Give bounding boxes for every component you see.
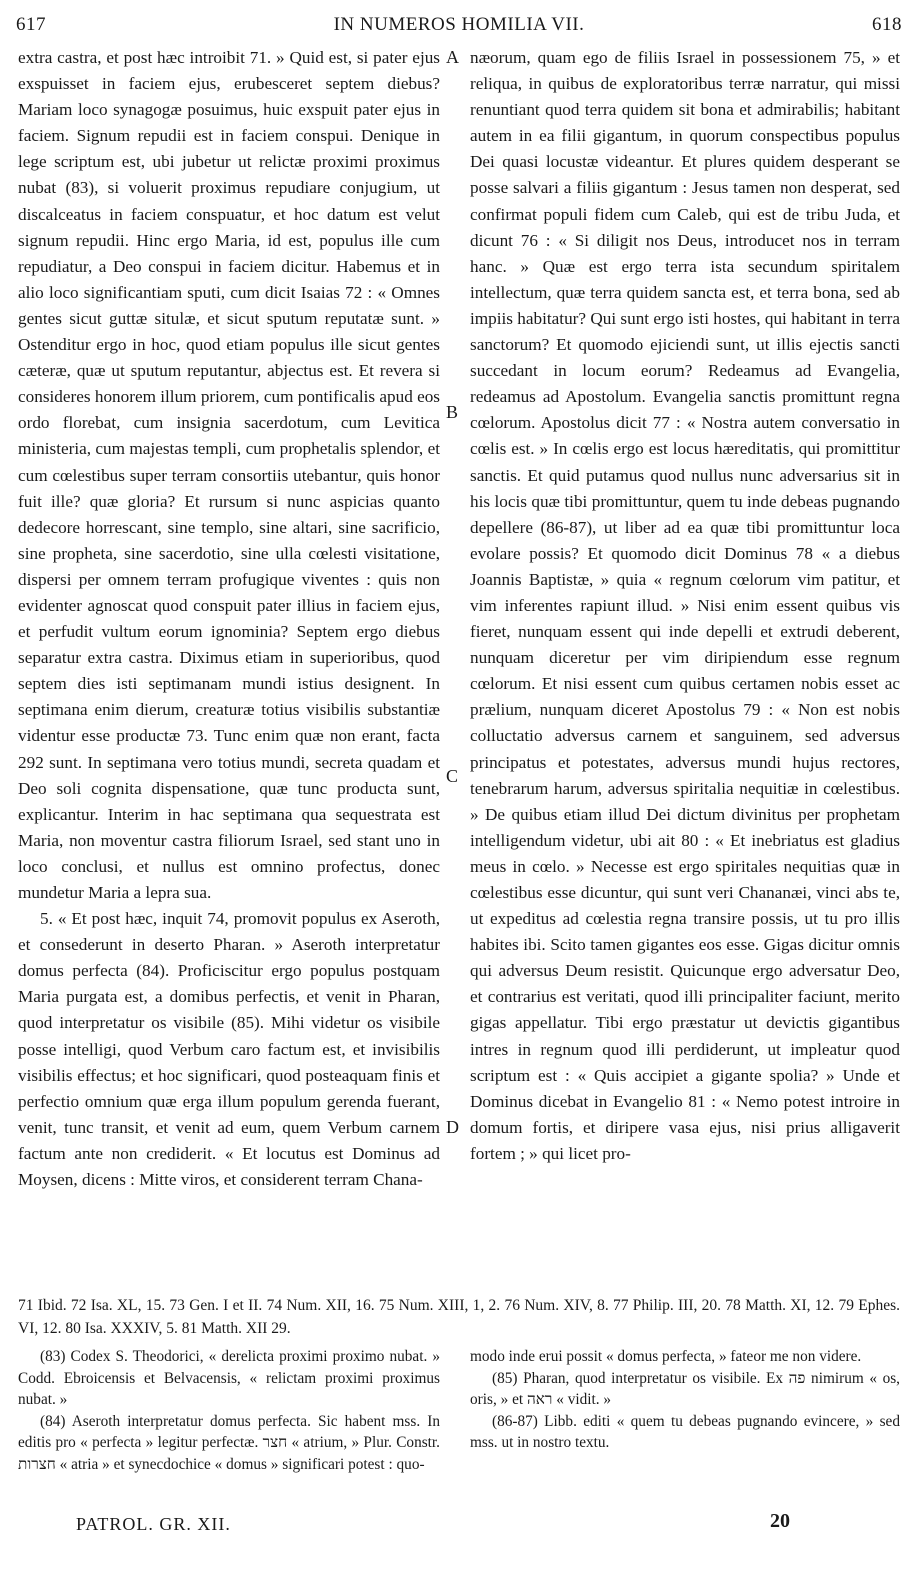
note-83: (83) Codex S. Theodorici, « derelicta proximi proximo nubat. » Codd. Ebroicensis et Belvacensis, « relictam proximi proximus nubat. » <box>18 1348 440 1408</box>
note-85: (85) Pharan, quod interpretatur os visibile. Ex פה nimirum « os, oris, » et ראה « vidit. » <box>470 1369 901 1408</box>
notes-right-column <box>470 1346 900 1454</box>
left-paragraph-2: 5. « Et post hæc, inquit 74, promovit populus ex Aseroth, et consederunt in deserto Pharan. » Aseroth interpretatur domus perfecta (84). Proficiscitur ergo populus postquam Maria purgata est, a domibus perfectis, et venit in Pharan, quod interpretatur os visibile (85). Mihi videtur os visibile posse intelligi, quod Verbum caro factum est, et invisibilis visibilis effectus; et hoc significari, quod posteaquam finis et perfectio omnium quæ erga illum populum gerenda fuerant, venit, tunc transit, et venit ad eum, quem Verbum carnem factum ante non crediderit. « Et locutus est Dominus ad Moysen, dicens : Mitte viros, et considerent terram Chana- <box>18 909 440 1190</box>
scripture-references: 71 Ibid. 72 Isa. XL, 15. 73 Gen. I et II. 74 Num. XII, 16. 75 Num. XIII, 1, 2. 76 Num. XIV, 8. 77 Philip. III, 20. 78 Matth. XI, 12. 79 Ephes. VI, 12. 80 Isa. XXXIV, 5. 81 Matth. XII 29. <box>18 1297 900 1337</box>
margin-marker-b: B <box>446 402 459 422</box>
note-84-continued: modo inde erui possit « domus perfecta, » fateor me non videre. <box>470 1348 862 1365</box>
page-number-right: 618 <box>872 14 902 35</box>
notes-left-column <box>18 1346 440 1475</box>
right-paragraph-1: næorum, quam ego de filiis Israel in possessionem 75, » et reliqua, in quibus de exploratoribus terræ narratur, qui missi renuntiant quod terra quidem sit bona et admirabilis; habitant autem in ea filii gigantum, in quorum conspectibus populus Dei quasi locustæ videantur. Et plures quidem desperant se posse salvari a filiis gigantum : Jesus tamen non desperat, sed confirmat populi fidem cum Caleb, qui est de tribu Juda, et dicunt 76 : « Si diligit nos Deus, introducet nos in terram hanc. » Quæ est ergo terra ista secundum spiritalem intellectum, quæ terra quidem sancta est, et terra bona, sed ab impiis habitatur? Qui sunt ergo isti hostes, qui habitant in terra sanctorum? Et quomodo ejiciendi sunt, ut illis ejectis sancti succedant in locum eorum? Redeamus ad Evangelia, redeamus ad Apostolum. Evangelia sanctis promittunt regna cœlorum. Apostolus dicit 77 : « Nostra autem conversatio in cœlis est. » In cœlis ergo est locus hæreditatis, qui promittitur sanctis. Et quid putamus quod nullus nunc adversarius sit in his locis quæ tibi promittuntur, quem tu inde debeas pugnando depellere (86-87), ut liber ad ea quæ tibi promittuntur loca evolare possis? Et quomodo dicit Dominus 78 « a diebus Joannis Baptistæ, » quia « regnum cœlorum vim patitur, et vim inferentes rapiunt illud. » Nisi enim essent quibus vis fieret, nunquam essent qui inde depelli et extrudi deberent, nunquam diceretur per vim diripiendum esse regnum cœlorum. Et nisi essent cum quibus certamen nobis esset ac prælium, nunquam diceret Apostolus 79 : « Non est nobis colluctatio adversus carnem et sanguinem, sed adversus principatus et potestates, adversus mundi hujus rectores, tenebrarum harum, adversus spiritalia nequitiæ in cœlestibus. » De quibus etiam illud Dei dictum divinitus per prophetam intelligendum videtur, ubi ait 80 : « Et inebriatus est gladius meus in cœlo. » Necesse est ergo spiritales nequitias quæ in cœlestibus esse dicuntur, qui sunt veri Chananæi, vinci abs te, ut expeditus ad cœlestia regna transire possis, ut tu pro illis habites ibi. Scito tamen gigantes eos esse. Gigas dicitur omnis qui adversus Deum resistit. Quicunque ergo adversatur Deo, et contrarius est veritati, quod illi principaliter faciunt, merito gigas appellatur. Tibi ergo præstatur ut devictis gigantibus intres in regnum quod illi perdiderunt, ut impleatur quod scriptum est : « Quis accipiet a gigante spolia? » Unde et Dominus dicebat in Evangelio 81 : « Nemo potest introire in domum fortis, et diripere vasa ejus, nisi prius alligaverit fortem ; » qui licet pro- <box>470 48 900 1163</box>
margin-marker-a: A <box>446 47 459 67</box>
note-86-87: (86-87) Libb. editi « quem tu debeas pugnando evincere, » sed mss. ut in nostro textu. <box>470 1412 900 1451</box>
printer-signature: PATROL. GR. XII. <box>76 1514 231 1534</box>
signature-number: 20 <box>770 1510 790 1532</box>
margin-marker-d: D <box>446 1117 459 1137</box>
note-84: (84) Aseroth interpretatur domus perfecta. Sic habent mss. In editis pro « perfecta » legitur perfectæ. חצר « atrium, » Plur. Constr. חצרות « atria » et synecdochice « domus » significari potest : quo- <box>18 1412 440 1473</box>
right-text-column <box>470 45 900 1167</box>
margin-marker-c: C <box>446 766 459 786</box>
running-title: IN NUMEROS HOMILIA VII. <box>333 14 585 35</box>
page-number-left: 617 <box>16 14 46 35</box>
left-text-column <box>18 45 440 1193</box>
left-paragraph-1: extra castra, et post hæc introibit 71. » Quid est, si pater ejus exspuisset in faciem ejus, erubesceret septem diebus? Mariam loco synagogæ posuimus, huic exspuit pater ejus in faciem. Signum repudii est in faciem conspui. Denique in lege scriptum est, ubi jubetur ut relictæ proximi proximus nubat (83), si voluerit proximus repudiare conjugium, ut discalceatus in faciem conspuatur, et hoc datum est velut signum repudii. Hinc ergo Maria, id est, populus ille cum repudiatur, a Deo conspui in faciem dicitur. Habemus et in alio loco significantiam sputi, cum dicit Isaias 72 : « Omnes gentes sicut guttæ situlæ, et sicut sputum reputatæ sunt. » Ostenditur ergo in hoc, quod etiam populus ille sicut gentes cæteræ, quæ ut sputum reputantur, abjectus est. Et revera si consideres honorem illum priorem, cum pontificalis apud eos ordo florebat, cum insignia sacerdotum, cum Levitica ministeria, cum majestas templi, cum prophetalis splendor, et cum cœlestibus super terram consortiis utebantur, quis honor fuit ille? quæ gloria? Et rursum si nunc aspicias quanto dedecore horrescant, sine templo, sine altari, sine sacrificio, sine propheta, sine sacerdotio, sine ulla cœlesti visitatione, dispersi per omnem terram profugique viventes : quis non evidenter agnoscat quod conspuit pater illius in faciem ejus, et perfudit vultum eorum ignominia? Septem ergo diebus separatur extra castra. Diximus etiam in superioribus, quod septem dies isti septimanam mundi istius designent. In septimana enim dierum, creaturæ totius visibilis substantiæ videntur esse productæ 73. Tunc enim quæ non erant, facta 292 sunt. In septimana vero totius mundi, secreta quadam et Deo soli cognita dispensatione, quæ tunc producta sunt, explicantur. Interim in hac septimana qua sequestrata est Maria, non moventur castra filiorum Israel, sed stant uno in loco conclusi, et nullus est omnino profectus, donec mundetur Maria a lepra sua. <box>18 48 440 902</box>
